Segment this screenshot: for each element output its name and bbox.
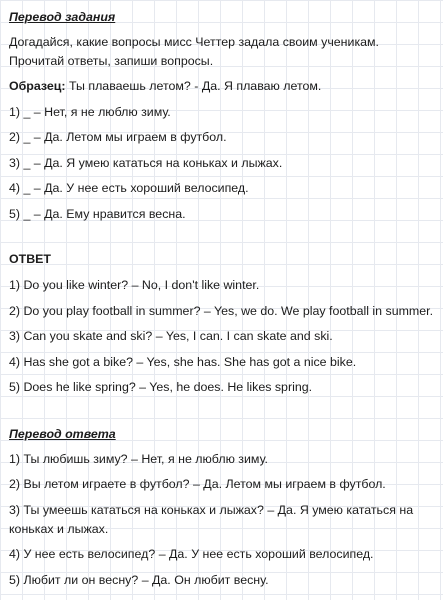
answer-item: 5) Does he like spring? – Yes, he does. He likes spring. [9,380,313,394]
answer-translation-item: 4) У нее есть велосипед? – Да. У нее есть хороший велосипед. [9,547,374,561]
task-item: 5) _ – Да. Ему нравится весна. [9,206,186,221]
answer-translation-item: 2) Вы летом играете в футбол? – Да. Летом мы играем в футбол. [9,477,386,491]
answer-translation-item: 5) Любит ли он весну? – Да. Он любит весну. [9,572,269,587]
answer-translation-item: 1) Ты любишь зиму? – Нет, я не люблю зиму. [9,451,268,466]
answer-translation-title: Перевод ответа [9,426,116,441]
answer-translation-item: 3) Ты умеешь кататься на коньках и лыжах? – Да. Я умею кататься на коньках и лыжах. [9,502,414,536]
task-instruction: Догадайся, какие вопросы мисс Четтер задала своим ученикам. Прочитай ответы, запиши вопросы. [9,35,379,68]
answer-item: 3) Can you skate and ski? – Yes, I can. I can skate and ski. [9,329,333,343]
answer-title: ОТВЕТ [9,252,51,266]
task-item: 4) _ – Да. У нее есть хороший велосипед. [9,181,249,195]
section-spacer [9,404,437,425]
answer-item: 1) Do you like winter? – No, I don't like winter. [9,278,260,292]
answer-item: 4) Has she got a bike? – Yes, she has. She has got a nice bike. [9,354,357,369]
task-item: 1) _ – Нет, я не люблю зиму. [9,104,171,119]
example-label: Образец: [9,79,66,93]
task-translation-title: Перевод задания [9,10,116,24]
answer-section [9,250,437,397]
example-line [9,77,437,96]
document-page [9,8,437,596]
section-spacer [9,230,437,250]
task-item: 3) _ – Да. Я умею кататься на коньках и лыжах. [9,155,283,170]
task-item: 2) _ – Да. Летом мы играем в футбол. [9,130,227,144]
answer-item: 2) Do you play football in summer? – Yes, we do. We play football in summer. [9,303,434,318]
task-translation-section [9,8,437,224]
answer-translation-section [9,425,437,590]
example-text: Ты плаваешь летом? - Да. Я плаваю летом. [65,79,322,93]
